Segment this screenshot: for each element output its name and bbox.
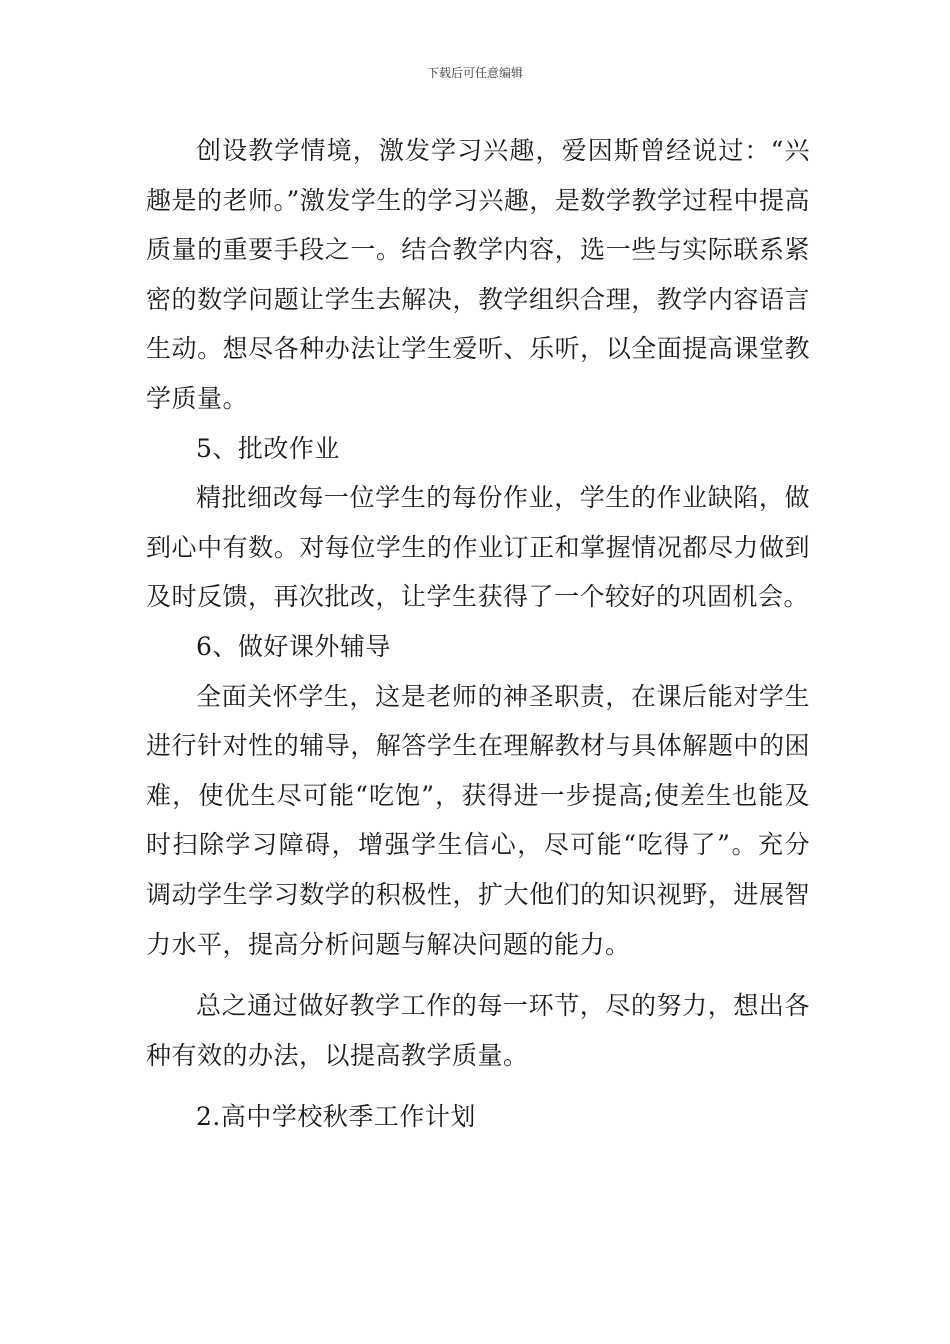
heading-autumn-plan: 2.高中学校秋季工作计划	[196, 1102, 476, 1132]
paragraph-grade-homework: 精批细改每一位学生的每份作业，学生的作业缺陷，做到心中有数。对每位学生的作业订正和掌握情况都尽力做到及时反馈，再次批改，让学生获得了一个较好的巩固机会。	[146, 483, 810, 612]
paragraph-tutoring: 全面关怀学生，这是老师的神圣职责，在课后能对学生进行针对性的辅导，解答学生在理解教材与具体解题中的困难，使优生尽可能“吃饱”，获得进一步提高;使差生也能及时扫除学习障碍，增强学生信心，尽可能“吃得了”。充分调动学生学习数学的积极性，扩大他们的知识视野，进展智力水平，提高分析问题与解决问题的能力。	[146, 681, 810, 959]
paragraph-teaching-context: 创设教学情境，激发学习兴趣，爱因斯曾经说过：“兴趣是的老师。”激发学生的学习兴趣，是数学教学过程中提高质量的重要手段之一。结合教学内容，选一些与实际联系紧密的数学问题让学生去解决，教学组织合理，教学内容语言生动。想尽各种办法让学生爱听、乐听，以全面提高课堂教学质量。	[146, 136, 810, 413]
paragraph-conclusion: 总之通过做好教学工作的每一环节，尽的努力，想出各种有效的办法，以提高教学质量。	[146, 991, 810, 1070]
heading-grade-homework: 5、批改作业	[196, 433, 340, 463]
document-body	[146, 126, 810, 1142]
heading-tutoring: 6、做好课外辅导	[196, 631, 391, 661]
page-header-note: 下载后可任意编辑	[426, 66, 523, 80]
